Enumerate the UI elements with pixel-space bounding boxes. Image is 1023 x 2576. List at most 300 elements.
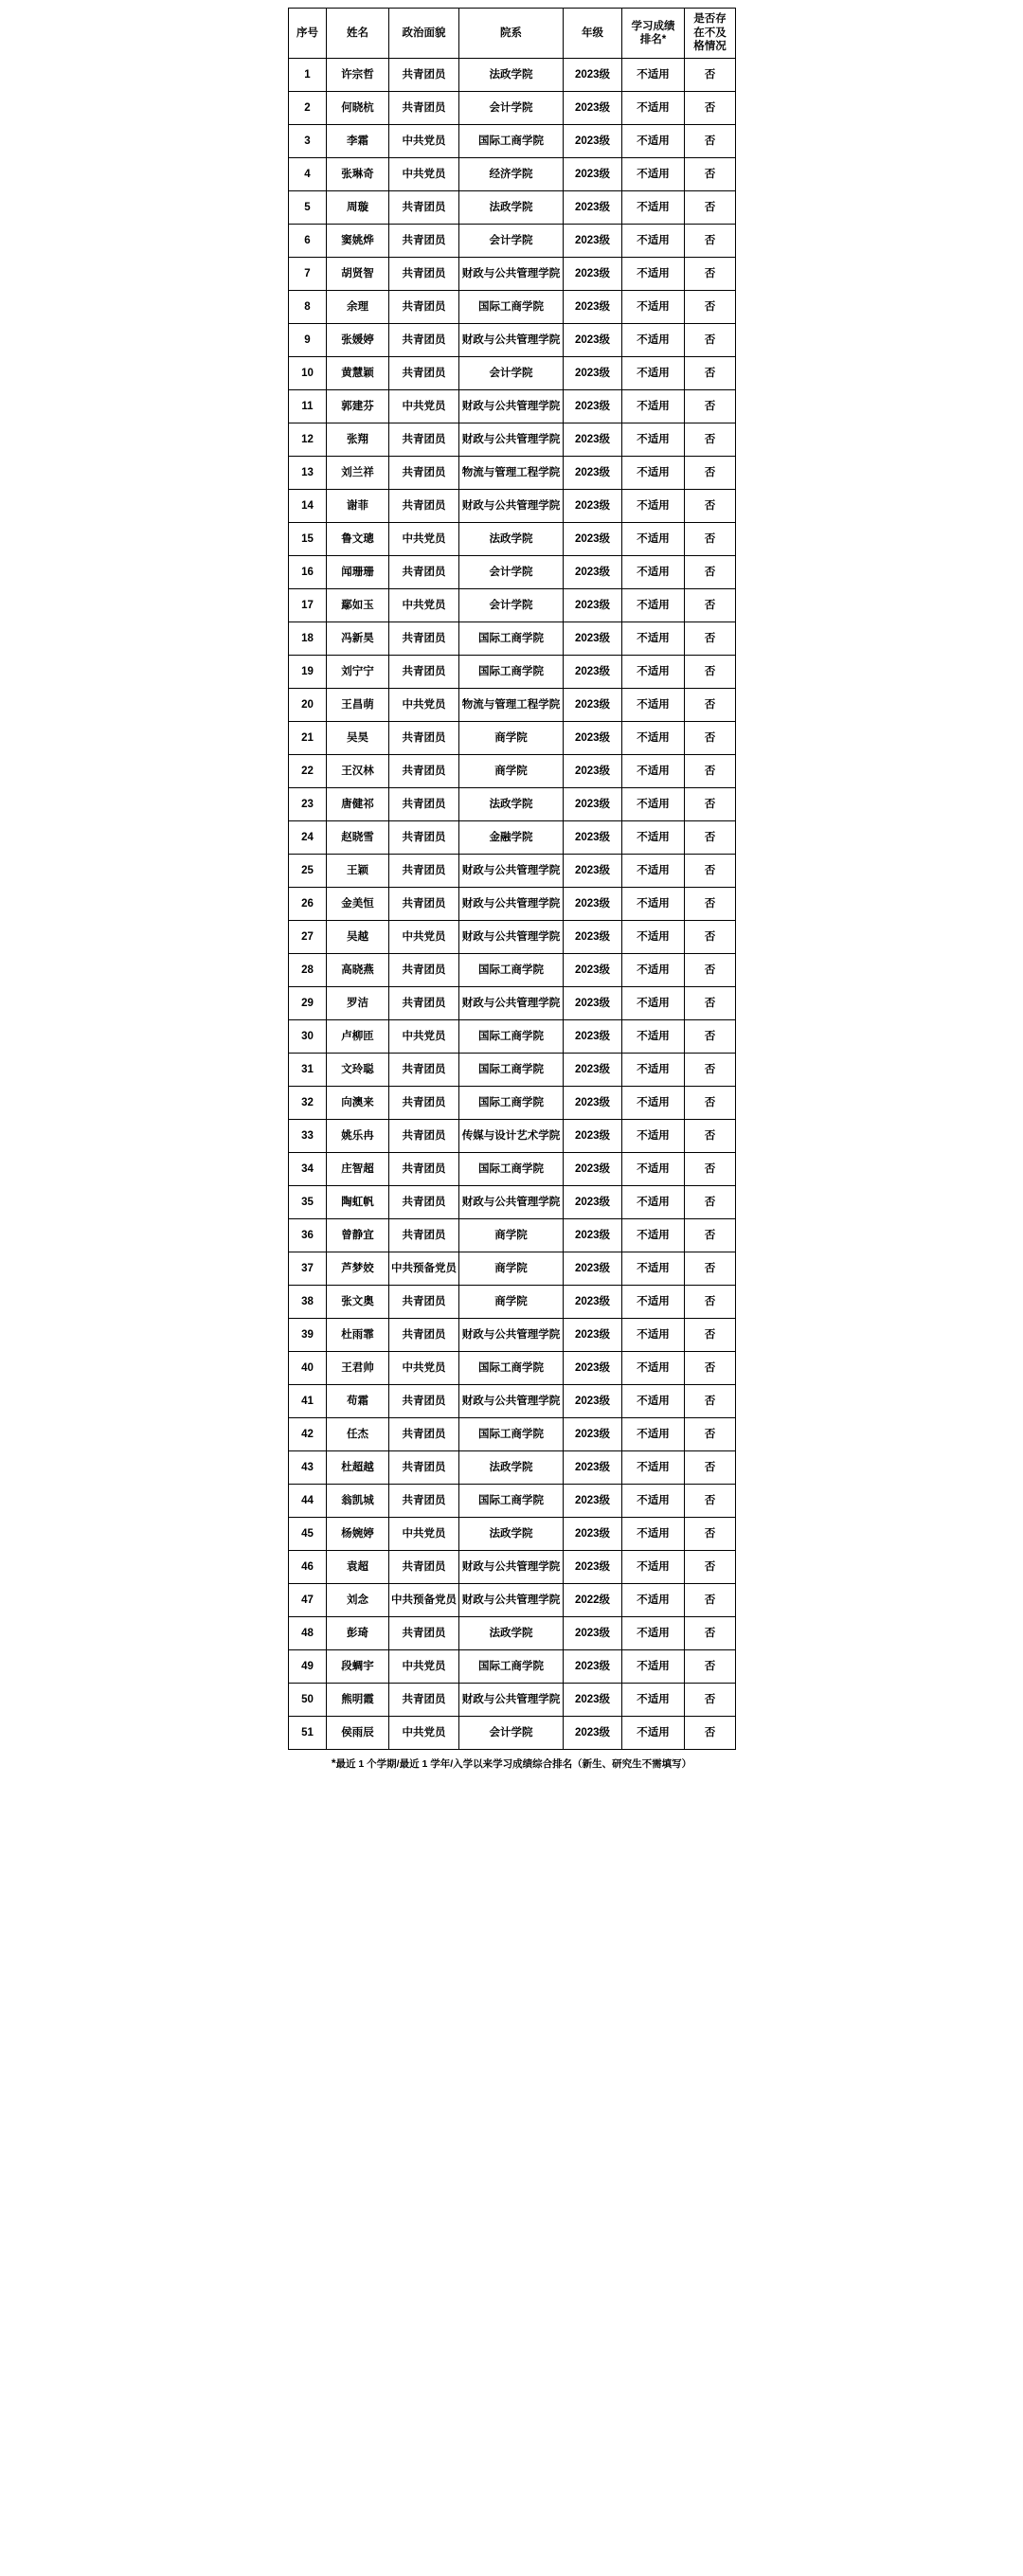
column-header-failing-status-line1: 是否存 [693,13,727,26]
cell-academic-rank: 不适用 [622,324,685,357]
cell-failing-status: 否 [685,125,736,158]
cell-index: 46 [289,1551,327,1584]
cell-grade: 2023级 [564,1717,622,1750]
cell-index: 31 [289,1054,327,1087]
cell-political-status: 共青团员 [389,1286,459,1319]
cell-political-status: 中共党员 [389,1518,459,1551]
cell-department: 会计学院 [459,556,564,589]
cell-failing-status: 否 [685,1617,736,1650]
cell-failing-status: 否 [685,1319,736,1352]
cell-grade: 2023级 [564,1352,622,1385]
table-row [289,1120,736,1153]
table-row [289,1186,736,1219]
cell-department: 国际工商学院 [459,1352,564,1385]
table-row [289,821,736,855]
cell-political-status: 共青团员 [389,357,459,390]
cell-index: 30 [289,1020,327,1054]
cell-grade: 2023级 [564,1451,622,1485]
cell-index: 22 [289,755,327,788]
cell-political-status: 共青团员 [389,1684,459,1717]
cell-academic-rank: 不适用 [622,1352,685,1385]
cell-grade: 2023级 [564,954,622,987]
cell-grade: 2023级 [564,59,622,92]
cell-index: 14 [289,490,327,523]
cell-political-status: 共青团员 [389,1617,459,1650]
cell-political-status: 中共党员 [389,1717,459,1750]
column-header-academic-rank [622,9,685,59]
cell-name: 张琳奇 [327,158,389,191]
cell-academic-rank: 不适用 [622,1319,685,1352]
cell-index: 41 [289,1385,327,1418]
cell-department: 财政与公共管理学院 [459,1684,564,1717]
cell-department: 财政与公共管理学院 [459,423,564,457]
cell-academic-rank: 不适用 [622,1020,685,1054]
cell-department: 国际工商学院 [459,125,564,158]
cell-political-status: 共青团员 [389,1551,459,1584]
cell-name: 向澳来 [327,1087,389,1120]
cell-academic-rank: 不适用 [622,855,685,888]
cell-index: 23 [289,788,327,821]
cell-index: 49 [289,1650,327,1684]
cell-grade: 2023级 [564,324,622,357]
cell-department: 会计学院 [459,1717,564,1750]
cell-failing-status: 否 [685,258,736,291]
cell-name: 鲁文璁 [327,523,389,556]
table-row [289,888,736,921]
cell-grade: 2023级 [564,1186,622,1219]
column-header-academic-rank-line2: 排名* [639,34,667,45]
cell-political-status: 共青团员 [389,656,459,689]
cell-department: 物流与管理工程学院 [459,457,564,490]
cell-failing-status: 否 [685,1054,736,1087]
cell-department: 财政与公共管理学院 [459,490,564,523]
cell-grade: 2023级 [564,1418,622,1451]
cell-department: 财政与公共管理学院 [459,855,564,888]
cell-name: 何晓杭 [327,92,389,125]
cell-academic-rank: 不适用 [622,92,685,125]
cell-department: 传媒与设计艺术学院 [459,1120,564,1153]
column-header-failing-status-line2: 在不及 [693,27,727,39]
cell-failing-status: 否 [685,390,736,423]
cell-political-status: 共青团员 [389,1120,459,1153]
cell-grade: 2023级 [564,1153,622,1186]
cell-grade: 2023级 [564,423,622,457]
cell-academic-rank: 不适用 [622,1120,685,1153]
table-row [289,1219,736,1252]
cell-index: 7 [289,258,327,291]
cell-academic-rank: 不适用 [622,1153,685,1186]
cell-index: 12 [289,423,327,457]
cell-index: 28 [289,954,327,987]
cell-failing-status: 否 [685,1252,736,1286]
cell-department: 商学院 [459,755,564,788]
cell-department: 会计学院 [459,589,564,622]
table-row [289,92,736,125]
cell-department: 法政学院 [459,1518,564,1551]
cell-name: 郭建芬 [327,390,389,423]
cell-department: 财政与公共管理学院 [459,1551,564,1584]
cell-name: 黄慧颖 [327,357,389,390]
cell-index: 34 [289,1153,327,1186]
cell-grade: 2023级 [564,225,622,258]
cell-failing-status: 否 [685,987,736,1020]
table-row [289,1352,736,1385]
cell-grade: 2022级 [564,1584,622,1617]
cell-department: 会计学院 [459,92,564,125]
cell-grade: 2023级 [564,291,622,324]
cell-department: 国际工商学院 [459,1020,564,1054]
cell-grade: 2023级 [564,589,622,622]
cell-index: 29 [289,987,327,1020]
cell-failing-status: 否 [685,722,736,755]
cell-political-status: 中共党员 [389,158,459,191]
cell-grade: 2023级 [564,855,622,888]
table-row [289,1020,736,1054]
cell-index: 18 [289,622,327,656]
column-header-political-status: 政治面貌 [389,9,459,59]
table-row [289,158,736,191]
header-row [289,9,736,59]
cell-grade: 2023级 [564,921,622,954]
table-row [289,1551,736,1584]
cell-grade: 2023级 [564,1087,622,1120]
cell-academic-rank: 不适用 [622,1485,685,1518]
cell-name: 张翔 [327,423,389,457]
cell-political-status: 共青团员 [389,225,459,258]
cell-name: 唐健祁 [327,788,389,821]
cell-department: 国际工商学院 [459,656,564,689]
cell-academic-rank: 不适用 [622,357,685,390]
cell-failing-status: 否 [685,1352,736,1385]
cell-name: 侯雨辰 [327,1717,389,1750]
cell-political-status: 共青团员 [389,1087,459,1120]
cell-index: 11 [289,390,327,423]
cell-index: 1 [289,59,327,92]
cell-failing-status: 否 [685,158,736,191]
cell-political-status: 共青团员 [389,556,459,589]
cell-index: 51 [289,1717,327,1750]
table-row [289,987,736,1020]
cell-failing-status: 否 [685,291,736,324]
cell-academic-rank: 不适用 [622,656,685,689]
cell-political-status: 中共党员 [389,589,459,622]
cell-index: 20 [289,689,327,722]
cell-failing-status: 否 [685,1020,736,1054]
table-row [289,390,736,423]
cell-failing-status: 否 [685,1385,736,1418]
table-footnote [288,1756,735,1772]
cell-index: 8 [289,291,327,324]
cell-academic-rank: 不适用 [622,158,685,191]
cell-department: 法政学院 [459,1451,564,1485]
cell-academic-rank: 不适用 [622,1617,685,1650]
cell-grade: 2023级 [564,357,622,390]
cell-academic-rank: 不适用 [622,689,685,722]
cell-failing-status: 否 [685,92,736,125]
cell-academic-rank: 不适用 [622,490,685,523]
table-row [289,1252,736,1286]
cell-name: 吴越 [327,921,389,954]
cell-political-status: 共青团员 [389,59,459,92]
cell-department: 财政与公共管理学院 [459,1584,564,1617]
cell-academic-rank: 不适用 [622,821,685,855]
cell-political-status: 中共党员 [389,921,459,954]
cell-failing-status: 否 [685,324,736,357]
cell-name: 冯新昊 [327,622,389,656]
column-header-failing-status [685,9,736,59]
cell-failing-status: 否 [685,954,736,987]
cell-index: 37 [289,1252,327,1286]
cell-academic-rank: 不适用 [622,1451,685,1485]
cell-failing-status: 否 [685,1451,736,1485]
cell-grade: 2023级 [564,556,622,589]
cell-failing-status: 否 [685,457,736,490]
cell-name: 翁凯城 [327,1485,389,1518]
cell-department: 金融学院 [459,821,564,855]
cell-name: 杜雨霏 [327,1319,389,1352]
cell-political-status: 共青团员 [389,1186,459,1219]
cell-name: 陶虹帆 [327,1186,389,1219]
cell-grade: 2023级 [564,1286,622,1319]
cell-academic-rank: 不适用 [622,59,685,92]
cell-department: 商学院 [459,1252,564,1286]
cell-political-status: 共青团员 [389,722,459,755]
cell-name: 芦梦姣 [327,1252,389,1286]
cell-grade: 2023级 [564,191,622,225]
cell-academic-rank: 不适用 [622,888,685,921]
table-row [289,1717,736,1750]
column-header-grade: 年级 [564,9,622,59]
table-row [289,1319,736,1352]
cell-academic-rank: 不适用 [622,1717,685,1750]
cell-failing-status: 否 [685,1518,736,1551]
footnote-star: * [331,1756,336,1770]
cell-grade: 2023级 [564,755,622,788]
cell-academic-rank: 不适用 [622,722,685,755]
cell-index: 16 [289,556,327,589]
cell-department: 物流与管理工程学院 [459,689,564,722]
table-row [289,1617,736,1650]
cell-political-status: 共青团员 [389,92,459,125]
cell-index: 13 [289,457,327,490]
cell-index: 50 [289,1684,327,1717]
cell-grade: 2023级 [564,1485,622,1518]
cell-academic-rank: 不适用 [622,1385,685,1418]
cell-name: 高晓燕 [327,954,389,987]
cell-department: 经济学院 [459,158,564,191]
cell-failing-status: 否 [685,225,736,258]
cell-grade: 2023级 [564,1684,622,1717]
cell-grade: 2023级 [564,1252,622,1286]
cell-grade: 2023级 [564,722,622,755]
cell-department: 国际工商学院 [459,291,564,324]
cell-grade: 2023级 [564,125,622,158]
cell-failing-status: 否 [685,523,736,556]
cell-political-status: 共青团员 [389,1054,459,1087]
cell-political-status: 共青团员 [389,1485,459,1518]
cell-name: 熊明霞 [327,1684,389,1717]
cell-failing-status: 否 [685,1485,736,1518]
cell-political-status: 中共预备党员 [389,1252,459,1286]
cell-political-status: 共青团员 [389,954,459,987]
cell-political-status: 中共党员 [389,390,459,423]
cell-department: 法政学院 [459,191,564,225]
cell-failing-status: 否 [685,1219,736,1252]
cell-department: 法政学院 [459,788,564,821]
cell-department: 国际工商学院 [459,1153,564,1186]
cell-department: 会计学院 [459,225,564,258]
cell-index: 3 [289,125,327,158]
cell-name: 杜超越 [327,1451,389,1485]
cell-name: 刘兰祥 [327,457,389,490]
cell-academic-rank: 不适用 [622,258,685,291]
cell-political-status: 中共党员 [389,1020,459,1054]
cell-political-status: 共青团员 [389,622,459,656]
cell-failing-status: 否 [685,888,736,921]
cell-name: 周璇 [327,191,389,225]
table-row [289,1286,736,1319]
cell-grade: 2023级 [564,1054,622,1087]
cell-grade: 2023级 [564,821,622,855]
cell-index: 27 [289,921,327,954]
cell-failing-status: 否 [685,423,736,457]
cell-name: 文玲聪 [327,1054,389,1087]
cell-grade: 2023级 [564,1551,622,1584]
cell-academic-rank: 不适用 [622,921,685,954]
cell-name: 王汉林 [327,755,389,788]
cell-failing-status: 否 [685,1087,736,1120]
cell-index: 2 [289,92,327,125]
cell-political-status: 中共党员 [389,523,459,556]
table-row [289,589,736,622]
cell-academic-rank: 不适用 [622,125,685,158]
cell-grade: 2023级 [564,622,622,656]
cell-grade: 2023级 [564,1319,622,1352]
cell-academic-rank: 不适用 [622,291,685,324]
cell-academic-rank: 不适用 [622,191,685,225]
cell-academic-rank: 不适用 [622,954,685,987]
column-header-failing-status-line3: 格情况 [693,41,727,53]
cell-index: 6 [289,225,327,258]
cell-political-status: 共青团员 [389,1319,459,1352]
cell-department: 财政与公共管理学院 [459,390,564,423]
cell-name: 张媛婷 [327,324,389,357]
cell-academic-rank: 不适用 [622,1087,685,1120]
cell-academic-rank: 不适用 [622,1286,685,1319]
column-header-academic-rank-line1: 学习成绩 [631,20,675,32]
cell-name: 许宗哲 [327,59,389,92]
cell-failing-status: 否 [685,1186,736,1219]
cell-department: 国际工商学院 [459,954,564,987]
table-row [289,656,736,689]
cell-political-status: 共青团员 [389,1451,459,1485]
table-row [289,556,736,589]
cell-academic-rank: 不适用 [622,225,685,258]
cell-academic-rank: 不适用 [622,987,685,1020]
cell-failing-status: 否 [685,755,736,788]
cell-academic-rank: 不适用 [622,390,685,423]
cell-index: 43 [289,1451,327,1485]
cell-index: 40 [289,1352,327,1385]
table-row [289,1054,736,1087]
table-row [289,324,736,357]
cell-political-status: 共青团员 [389,291,459,324]
cell-failing-status: 否 [685,490,736,523]
table-row [289,954,736,987]
cell-academic-rank: 不适用 [622,589,685,622]
cell-political-status: 共青团员 [389,755,459,788]
cell-political-status: 共青团员 [389,1418,459,1451]
cell-grade: 2023级 [564,788,622,821]
cell-political-status: 共青团员 [389,1385,459,1418]
column-header-department: 院系 [459,9,564,59]
cell-department: 财政与公共管理学院 [459,888,564,921]
cell-index: 26 [289,888,327,921]
cell-name: 窦姚烨 [327,225,389,258]
cell-department: 财政与公共管理学院 [459,1186,564,1219]
table-row [289,291,736,324]
table-row [289,490,736,523]
cell-academic-rank: 不适用 [622,622,685,656]
table-row [289,1451,736,1485]
column-header-name: 姓名 [327,9,389,59]
cell-political-status: 中共党员 [389,1352,459,1385]
cell-name: 苟霜 [327,1385,389,1418]
cell-political-status: 共青团员 [389,987,459,1020]
table-row [289,622,736,656]
cell-academic-rank: 不适用 [622,1551,685,1584]
table-row [289,523,736,556]
cell-grade: 2023级 [564,390,622,423]
cell-department: 国际工商学院 [459,1650,564,1684]
cell-academic-rank: 不适用 [622,1219,685,1252]
cell-name: 赵晓雪 [327,821,389,855]
table-row [289,722,736,755]
cell-academic-rank: 不适用 [622,423,685,457]
cell-department: 商学院 [459,1219,564,1252]
cell-academic-rank: 不适用 [622,556,685,589]
cell-failing-status: 否 [685,191,736,225]
table-row [289,921,736,954]
cell-department: 商学院 [459,1286,564,1319]
cell-political-status: 共青团员 [389,1219,459,1252]
table-row [289,191,736,225]
cell-grade: 2023级 [564,158,622,191]
column-header-index: 序号 [289,9,327,59]
cell-failing-status: 否 [685,357,736,390]
cell-academic-rank: 不适用 [622,755,685,788]
table-header [289,9,736,59]
cell-failing-status: 否 [685,921,736,954]
cell-index: 48 [289,1617,327,1650]
cell-department: 商学院 [459,722,564,755]
cell-name: 袁超 [327,1551,389,1584]
cell-index: 5 [289,191,327,225]
cell-political-status: 共青团员 [389,821,459,855]
cell-academic-rank: 不适用 [622,523,685,556]
cell-failing-status: 否 [685,1120,736,1153]
cell-failing-status: 否 [685,821,736,855]
cell-grade: 2023级 [564,1219,622,1252]
cell-grade: 2023级 [564,1617,622,1650]
cell-political-status: 共青团员 [389,258,459,291]
cell-name: 段蜩宇 [327,1650,389,1684]
cell-academic-rank: 不适用 [622,1518,685,1551]
cell-name: 姚乐冉 [327,1120,389,1153]
cell-political-status: 中共党员 [389,689,459,722]
cell-grade: 2023级 [564,258,622,291]
table-row [289,1518,736,1551]
